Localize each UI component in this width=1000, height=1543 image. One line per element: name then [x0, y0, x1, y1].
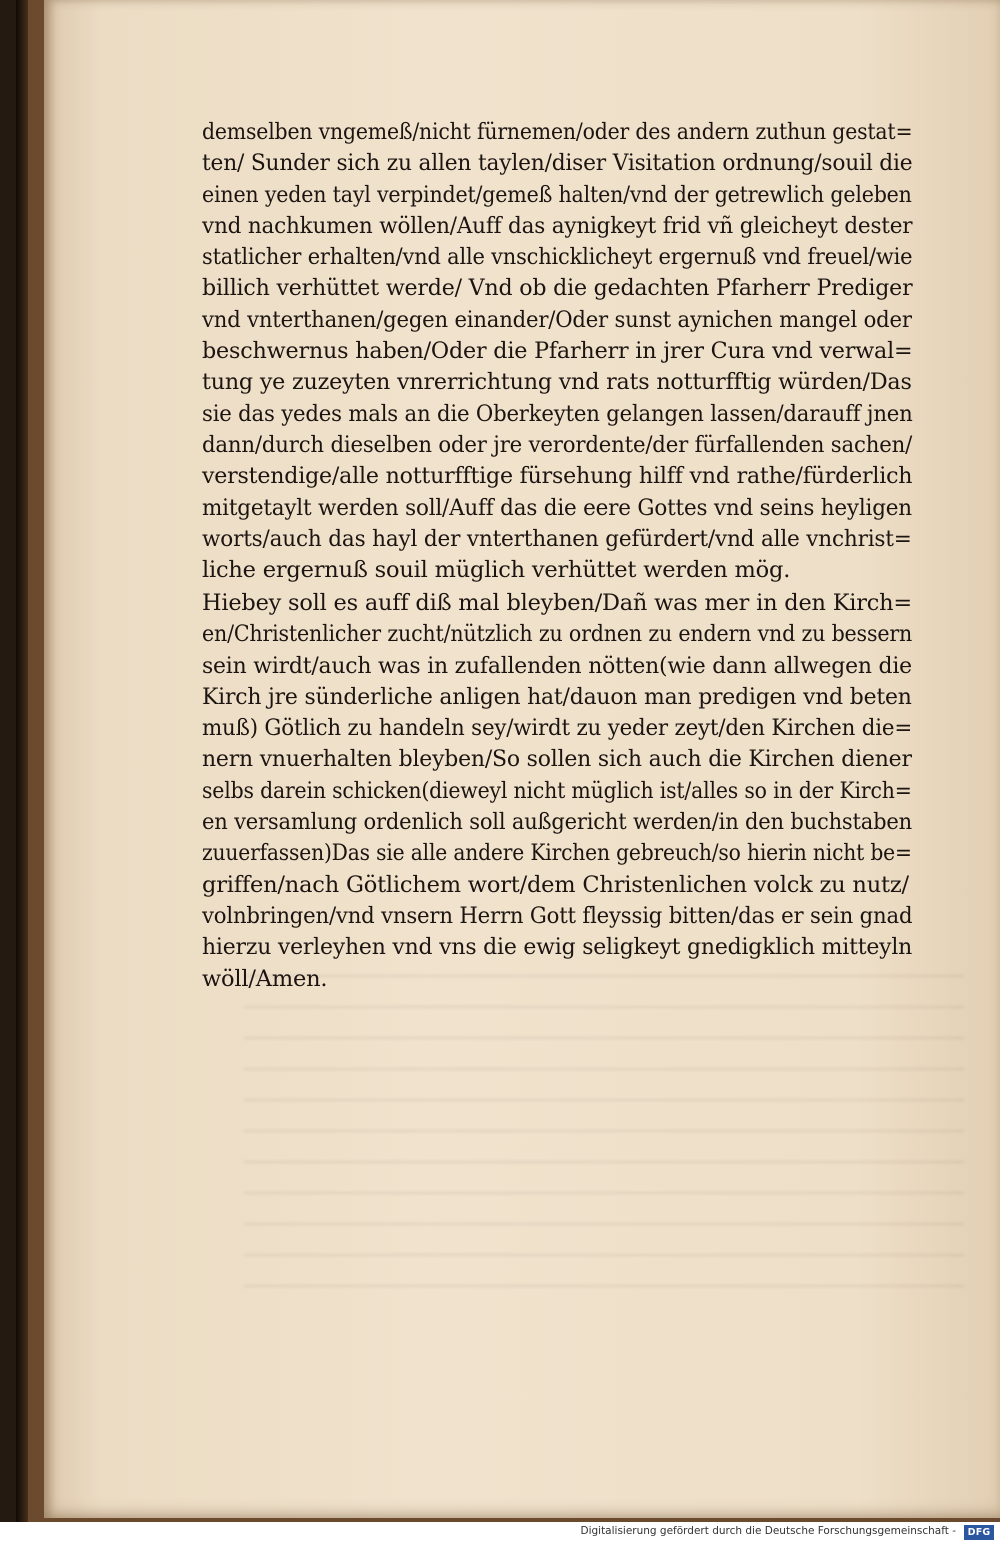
text-line: liche ergernuß souil müglich verhüttet werden mög.: [202, 557, 791, 584]
text-line: mitgetaylt werden soll/Auff das die eere Gottes vnd seins heyligen: [202, 494, 912, 521]
text-line: griffen/nach Götlichem wort/dem Christenlichen volck zu nutz/: [202, 871, 909, 898]
text-line: vnd nachkumen wöllen/Auff das aynigkeyt frid vñ gleicheyt dester: [202, 212, 913, 239]
text-line: worts/auch das hayl der vnterthanen gefürdert/vnd alle vnchrist=: [202, 525, 912, 552]
funding-credit-text: Digitalisierung gefördert durch die Deutsche Forschungsgemeinschaft -: [580, 1525, 956, 1537]
text-line: tung ye zuzeyten vnrerrichtung vnd rats notturfftig würden/Das: [202, 369, 912, 396]
text-line: Hiebey soll es auff diß mal bleyben/Dañ was mer in den Kirch=: [202, 590, 912, 616]
text-line: dann/durch dieselben oder jre verordente/der fürfallenden sachen/: [202, 431, 913, 458]
text-line: hierzu verleyhen vnd vns die ewig seligkeyt gnedigklich mitteyln: [202, 934, 913, 961]
text-line: selbs darein schicken(dieweyl nicht müglich ist/alles so in der Kirch=: [202, 777, 912, 804]
text-line: muß) Götlich zu handeln sey/wirdt zu yeder zeyt/den Kirchen die=: [202, 715, 913, 742]
footer-credit-bar: [0, 1522, 1000, 1543]
text-line: en versamlung ordenlich soll außgericht werden/in den buchstaben: [202, 809, 913, 836]
text-line: sie das yedes mals an die Oberkeyten gelangen lassen/darauff jnen: [202, 400, 913, 427]
text-line: vnd vnterthanen/gegen einander/Oder sunst aynichen mangel oder: [202, 306, 912, 333]
text-line: volnbringen/vnd vnsern Herrn Gott fleyssig bitten/das er sein gnad: [202, 902, 913, 929]
dfg-logo[interactable]: DFG: [964, 1525, 994, 1540]
paragraph-2: [202, 588, 990, 995]
text-line: demselben vngemeß/nicht fürnemen/oder des andern zuthun gestat=: [202, 119, 913, 145]
show-through-text: [244, 975, 964, 1305]
text-line: beschwernus haben/Oder die Pfarherr in jrer Cura vnd verwal=: [202, 338, 913, 365]
text-line: billich verhüttet werde/ Vnd ob die gedachten Pfarherr Prediger: [202, 275, 913, 302]
text-line: nern vnuerhalten bleyben/So sollen sich auch die Kirchen diener: [202, 746, 912, 773]
text-line: verstendige/alle notturfftige fürsehung hilff vnd rathe/fürderlich: [202, 463, 913, 490]
text-line: einen yeden tayl verpindet/gemeß halten/vnd der getrewlich geleben: [202, 181, 912, 208]
paragraph-1: [202, 117, 984, 586]
text-line: statlicher erhalten/vnd alle vnschicklicheyt ergernuß vnd freuel/wie: [202, 244, 913, 271]
text-line: ten/ Sunder sich zu allen taylen/diser Visitation ordnung/souil die: [202, 150, 913, 177]
text-line: wöll/Amen.: [202, 965, 328, 992]
text-line: sein wirdt/auch was in zufallenden nötten(wie dann allwegen die: [202, 652, 912, 679]
text-line: zuuerfassen)Das sie alle andere Kirchen gebreuch/so hierin nicht be=: [202, 840, 912, 867]
text-line: Kirch jre sünderliche anligen hat/dauon man predigen vnd beten: [202, 683, 912, 710]
text-line: en/Christenlicher zucht/nützlich zu ordnen zu endern vnd zu bessern: [202, 621, 913, 648]
